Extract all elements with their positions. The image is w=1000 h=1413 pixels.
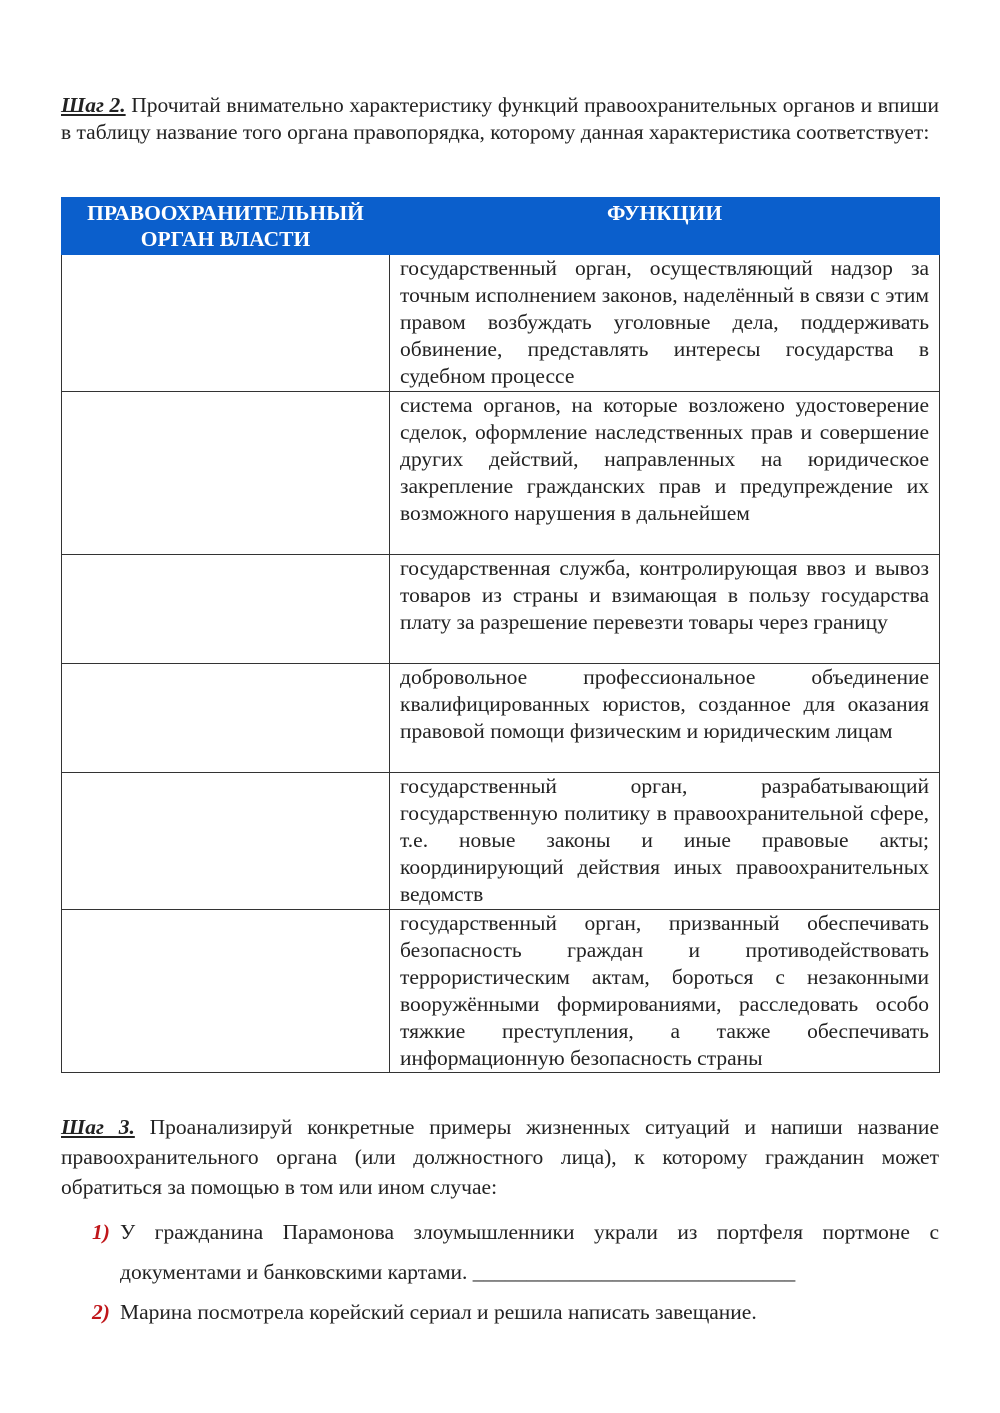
- step3-label: Шаг 3.: [61, 1115, 135, 1139]
- list-item: [92, 1292, 939, 1332]
- table-row: [62, 910, 940, 1073]
- step3-paragraph: [61, 1112, 939, 1202]
- table-row: [62, 392, 940, 555]
- organ-answer-cell[interactable]: [62, 910, 390, 1073]
- item-text: У гражданина Парамонова злоумышленники украли из портфеля портмоне с документами и банковскими картами. ______________________________: [120, 1220, 939, 1284]
- table-row: [62, 773, 940, 910]
- step2-text: Прочитай внимательно характеристику функций правоохранительных органов и впиши в таблицу название того органа правопорядка, которому данная характеристика соответствует:: [61, 93, 939, 144]
- item-number: 2): [92, 1300, 110, 1324]
- list-item: [92, 1212, 939, 1292]
- table-row: [62, 664, 940, 773]
- header-functions: ФУНКЦИИ: [390, 198, 940, 255]
- function-cell: государственный орган, осуществляющий надзор за точным исполнением законов, наделённый в связи с этим правом возбуждать уголовные дела, поддерживать обвинение, представлять интересы государства в судебном процессе: [390, 255, 940, 392]
- organ-answer-cell[interactable]: [62, 255, 390, 392]
- table-row: [62, 255, 940, 392]
- table-header-row: [62, 198, 940, 255]
- organ-answer-cell[interactable]: [62, 392, 390, 555]
- organ-answer-cell[interactable]: [62, 555, 390, 664]
- step3-text: Проанализируй конкретные примеры жизненных ситуаций и напиши название правоохранительного органа (или должностного лица), к которому гражданин может обратиться за помощью в том или ином случае:: [61, 1115, 939, 1199]
- functions-table: [61, 197, 940, 1073]
- organ-answer-cell[interactable]: [62, 664, 390, 773]
- function-cell: государственный орган, разрабатывающий государственную политику в правоохранительной сфере, т.е. новые законы и иные правовые акты; координирующий действия иных правоохранительных ведомств: [390, 773, 940, 910]
- header-organ: ПРАВООХРАНИТЕЛЬНЫЙ ОРГАН ВЛАСТИ: [62, 198, 390, 255]
- organ-answer-cell[interactable]: [62, 773, 390, 910]
- table-row: [62, 555, 940, 664]
- step3-instructions: [61, 1112, 939, 1202]
- step2-paragraph: [61, 92, 939, 146]
- step2-instructions: [61, 92, 939, 146]
- function-cell: добровольное профессиональное объединение квалифицированных юристов, созданное для оказания правовой помощи физическим и юридическим лицам: [390, 664, 940, 773]
- function-cell: государственная служба, контролирующая ввоз и вывоз товаров из страны и взимающая в пользу государства плату за разрешение перевезти товары через границу: [390, 555, 940, 664]
- function-cell: государственный орган, призванный обеспечивать безопасность граждан и противодействовать террористическим актам, бороться с незаконными вооружёнными формированиями, расследовать особо тяжкие преступления, а также обеспечивать информационную безопасность страны: [390, 910, 940, 1073]
- item-number: 1): [92, 1220, 110, 1244]
- step2-label: Шаг 2.: [61, 93, 126, 117]
- situations-list: [92, 1212, 939, 1332]
- item-text: Марина посмотрела корейский сериал и решила написать завещание.: [120, 1300, 757, 1324]
- function-cell: система органов, на которые возложено удостоверение сделок, оформление наследственных прав и совершение других действий, направленных на юридическое закрепление гражданских прав и предупреждение их возможного нарушения в дальнейшем: [390, 392, 940, 555]
